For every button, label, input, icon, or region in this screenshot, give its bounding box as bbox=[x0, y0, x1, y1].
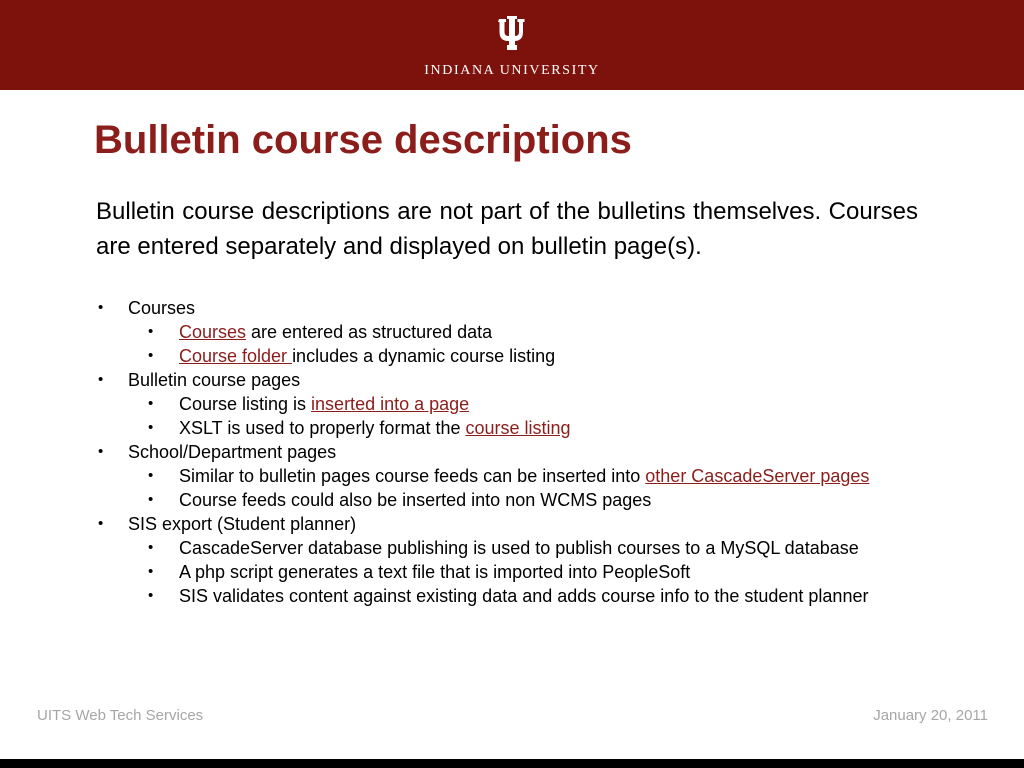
sub-bullet-text: SIS validates content against existing data and adds course info to the student planner bbox=[179, 586, 869, 606]
sub-bullet bbox=[96, 416, 926, 440]
bottom-bar bbox=[0, 759, 1024, 768]
sub-bullet-text: are entered as structured data bbox=[246, 322, 493, 342]
sub-bullet bbox=[96, 560, 926, 584]
footer-date: January 20, 2011 bbox=[873, 707, 988, 724]
bullet-label: School/Department pages bbox=[128, 442, 337, 462]
sub-bullet-text: CascadeServer database publishing is used to publish courses to a MySQL database bbox=[179, 538, 859, 558]
sub-bullet bbox=[96, 488, 926, 512]
sub-bullet-text: A php script generates a text file that is imported into PeopleSoft bbox=[179, 562, 691, 582]
header-bar bbox=[0, 0, 1024, 90]
course-folder-link[interactable]: Course folder bbox=[179, 346, 293, 366]
sub-bullet-text: XSLT is used to properly format the bbox=[179, 418, 466, 438]
iu-trident-icon bbox=[497, 16, 527, 50]
intro-paragraph: Bulletin course descriptions are not part of the bulletins themselves. Courses are entered separately and displayed on bulletin page(s). bbox=[96, 198, 918, 260]
bullet-label: SIS export (Student planner) bbox=[128, 514, 357, 534]
other-cascadeserver-pages-link[interactable]: other CascadeServer pages bbox=[645, 466, 870, 486]
courses-link[interactable]: Courses bbox=[179, 322, 247, 342]
sub-bullet bbox=[96, 320, 926, 344]
university-name: INDIANA UNIVERSITY bbox=[424, 63, 600, 78]
bullet-bulletin-pages bbox=[96, 368, 926, 392]
sub-bullet bbox=[96, 344, 926, 368]
bullet-sis-export bbox=[96, 512, 926, 536]
bullet-school-pages bbox=[96, 440, 926, 464]
sub-bullet-text: Course listing is bbox=[179, 394, 312, 414]
slide-title: Bulletin course descriptions bbox=[94, 118, 632, 162]
bullet-label: Bulletin course pages bbox=[128, 370, 301, 390]
sub-bullet bbox=[96, 584, 926, 608]
bullet-courses bbox=[96, 296, 926, 320]
footer-organization: UITS Web Tech Services bbox=[37, 707, 204, 724]
sub-bullet-text: includes a dynamic course listing bbox=[292, 346, 556, 366]
sub-bullet-text: Similar to bulletin pages course feeds can be inserted into bbox=[179, 466, 646, 486]
bullet-label: Courses bbox=[128, 298, 196, 318]
sub-bullet bbox=[96, 536, 926, 560]
bullet-list bbox=[96, 296, 926, 608]
sub-bullet bbox=[96, 464, 926, 488]
sub-bullet bbox=[96, 392, 926, 416]
sub-bullet-text: Course feeds could also be inserted into non WCMS pages bbox=[179, 490, 652, 510]
inserted-into-page-link[interactable]: inserted into a page bbox=[311, 394, 470, 414]
course-listing-link[interactable]: course listing bbox=[465, 418, 571, 438]
